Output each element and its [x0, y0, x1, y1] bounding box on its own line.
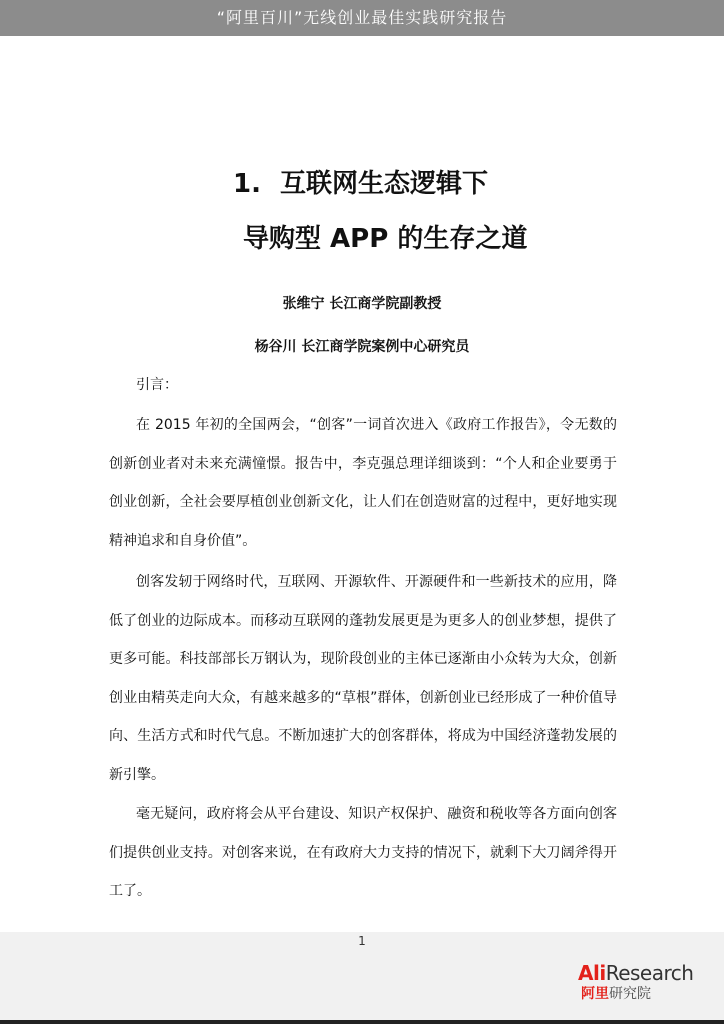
bottom-divider [0, 1020, 724, 1024]
article-title-line2: 导购型 APP 的生存之道 [243, 224, 528, 254]
article-title-text1: 互联网生态逻辑下 [280, 169, 489, 199]
article-title-number: 1. [233, 169, 261, 199]
paragraph-1: 在 2015 年初的全国两会，“创客”一词首次进入《政府工作报告》，令无数的创新创业者对未来充满憧憬。报告中，李克强总理详细谈到：“个人和企业要勇于创业创新，全社会要厚植创业创新文化，让人们在创造财富的过程中，更好地实现精神追求和自身价值”。 [109, 417, 617, 549]
logo-cn-red-text: 阿里 [581, 986, 609, 1002]
logo-cn-grey-text: 研究院 [609, 986, 651, 1002]
report-header-title: “阿里百川”无线创业最佳实践研究报告 [216, 8, 508, 27]
aliresearch-logo [578, 961, 708, 1003]
author-line-2: 杨谷川 长江商学院案例中心研究员 [254, 339, 470, 355]
paragraph-3: 毫无疑问，政府将会从平台建设、知识产权保护、融资和税收等各方面向创客们提供创业支持。对创客来说，在有政府大力支持的情况下，就剩下大刀阔斧得开工了。 [109, 806, 617, 899]
author-line-1: 张维宁 长江商学院副教授 [282, 296, 442, 312]
page-number: 1 [358, 934, 366, 948]
intro-label: 引言： [136, 377, 178, 393]
logo-ali-text: Ali [578, 961, 606, 985]
report-header-bar [0, 0, 724, 36]
paragraph-2: 创客发轫于网络时代，互联网、开源软件、开源硬件和一些新技术的应用，降低了创业的边际成本。而移动互联网的蓬勃发展更是为更多人的创业梦想，提供了更多可能。科技部部长万钢认为，现阶段创业的主体已逐渐由小众转为大众，创新创业由精英走向大众，有越来越多的“草根”群体，创新创业已经形成了一种价值导向、生活方式和时代气息。不断加速扩大的创客群体，将成为中国经济蓬勃发展的新引擎。 [109, 574, 617, 783]
logo-research-text: Research [605, 961, 694, 985]
article-title-line1 [0, 163, 724, 200]
